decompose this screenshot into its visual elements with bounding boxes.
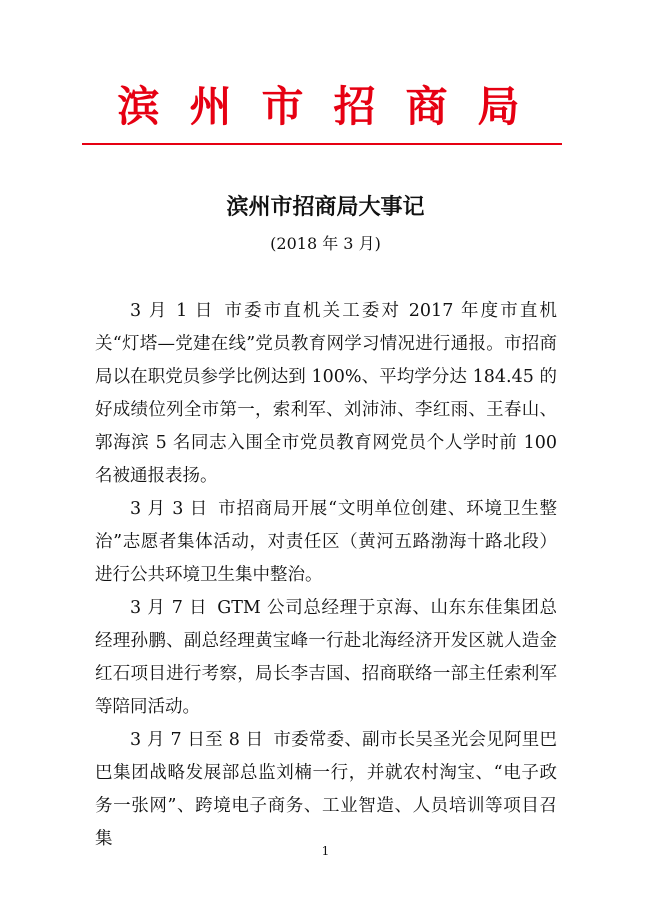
entry-text: 市委市直机关工委对 2017 年度市直机关“灯塔—党建在线”党员教育网学习情况进行通报。市招商局以在职党员参学比例达到 100%、平均学分达 184.45 的好成绩位列全市第一，索利军、刘沛沛、李红雨、王春山、郭海滨 5 名同志入围全市党员教育网党员个人学时前 100 名被通报表扬。 <box>95 301 557 486</box>
entry-paragraph <box>95 724 557 856</box>
header-divider <box>82 143 562 145</box>
entry-date: 3 月 3 日 <box>130 499 209 519</box>
document-body <box>95 295 557 856</box>
entry-text: GTM 公司总经理于京海、山东东佳集团总经理孙鹏、副总经理黄宝峰一行赴北海经济开发区就人造金红石项目进行考察，局长李吉国、招商联络一部主任索利军等陪同活动。 <box>95 598 557 717</box>
entry-date: 3 月 1 日 <box>130 301 215 321</box>
entry-text: 市委常委、副市长吴圣光会见阿里巴巴集团战略发展部总监刘楠一行，并就农村淘宝、“电子政务一张网”、跨境电子商务、工业智造、人员培训等项目召集 <box>95 730 558 849</box>
entry-date: 3 月 7 日 <box>130 598 208 618</box>
entry-paragraph <box>95 592 557 724</box>
entry-paragraph <box>95 493 557 592</box>
entry-date: 3 月 7 日至 8 日 <box>130 730 264 750</box>
entry-paragraph <box>95 295 557 493</box>
document-title: 滨州市招商局大事记 <box>226 195 425 220</box>
page-number: 1 <box>321 844 330 858</box>
entry-text: 市招商局开展“文明单位创建、环境卫生整治”志愿者集体活动，对责任区（黄河五路渤海十路北段）进行公共环境卫生集中整治。 <box>95 499 557 585</box>
org-header-title: 滨州市招商局 <box>117 82 550 131</box>
document-subtitle: (2018 年 3 月) <box>270 234 381 253</box>
